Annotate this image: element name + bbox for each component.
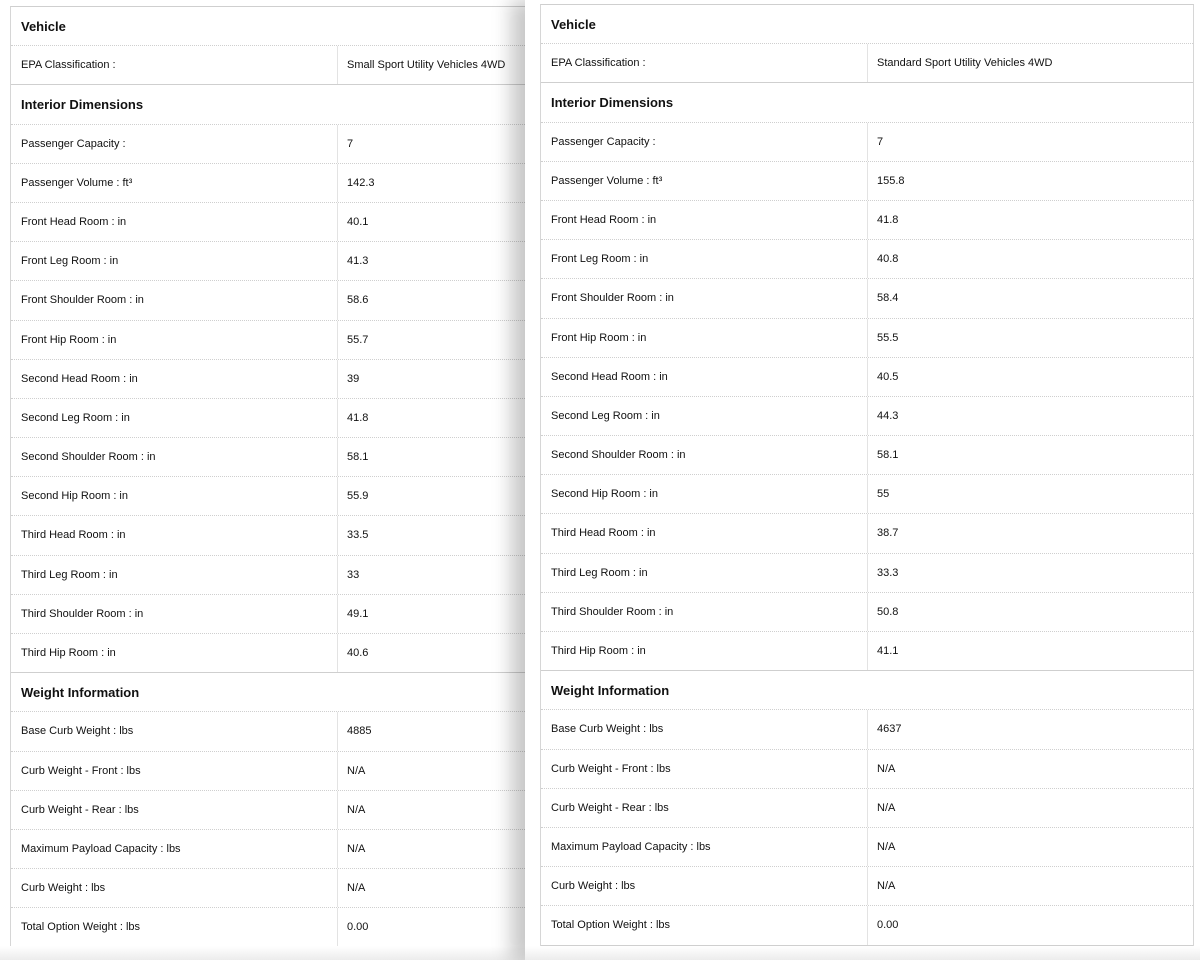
spec-label: EPA Classification : [551,57,646,70]
spec-value: 0.00 [347,921,369,934]
spec-row [541,906,1193,945]
spec-label: Curb Weight : lbs [551,880,636,893]
spec-row [11,321,525,360]
left-spec-table [10,6,525,948]
spec-label: Second Head Room : in [551,370,668,383]
spec-value: 155.8 [877,174,905,187]
left-spec-panel [0,0,525,960]
spec-row [11,242,525,281]
spec-row [11,556,525,595]
spec-label: Curb Weight - Rear : lbs [21,803,139,816]
right-spec-table [540,4,1194,946]
spec-row [11,399,525,438]
column-divider [867,162,868,200]
spec-label: Curb Weight - Front : lbs [21,764,141,777]
spec-value: Small Sport Utility Vehicles 4WD [347,59,506,72]
spec-row [541,436,1193,475]
spec-value: 33.3 [877,566,899,579]
spec-row [11,791,525,830]
column-divider [337,634,338,672]
section-header [541,671,1193,710]
spec-row [541,632,1193,671]
column-divider [337,869,338,907]
spec-label: Second Shoulder Room : in [551,449,686,462]
spec-value: 41.3 [347,255,369,268]
spec-label: Front Shoulder Room : in [21,294,144,307]
spec-value: 39 [347,372,360,385]
spec-value: 50.8 [877,605,899,618]
column-divider [867,279,868,317]
section-header [541,83,1193,122]
spec-label: Third Head Room : in [551,527,656,540]
spec-value: N/A [347,803,366,816]
spec-value: 40.5 [877,370,899,383]
spec-label: Third Shoulder Room : in [551,605,674,618]
spec-label: Maximum Payload Capacity : lbs [21,842,181,855]
spec-value: 58.1 [877,449,899,462]
column-divider [337,360,338,398]
column-divider [337,242,338,280]
spec-row [11,46,525,85]
column-divider [337,752,338,790]
section-header [11,85,525,124]
spec-row [11,595,525,634]
column-divider [867,593,868,631]
spec-value: 142.3 [347,176,375,189]
column-divider [867,201,868,239]
spec-label: Front Leg Room : in [551,253,649,266]
spec-value: 33.5 [347,529,369,542]
spec-label: Second Leg Room : in [551,409,660,422]
column-divider [337,281,338,319]
column-divider [867,632,868,670]
column-divider [337,125,338,163]
spec-row [541,240,1193,279]
section-title: Vehicle [21,19,66,34]
column-divider [867,44,868,82]
spec-value: N/A [347,842,366,855]
spec-value: 58.4 [877,292,899,305]
spec-label: Passenger Volume : ft³ [21,176,133,189]
section-title: Weight Information [551,683,670,699]
spec-value: 40.8 [877,253,899,266]
spec-row [541,514,1193,553]
column-divider [337,556,338,594]
column-divider [867,319,868,357]
spec-row [541,554,1193,593]
spec-label: EPA Classification : [21,59,116,72]
spec-row [11,438,525,477]
column-divider [337,399,338,437]
spec-value: 40.1 [347,215,369,228]
column-divider [867,514,868,552]
bottom-fade [525,946,1200,960]
spec-row [541,475,1193,514]
column-divider [867,789,868,827]
spec-label: Front Leg Room : in [21,255,119,268]
spec-row [11,830,525,869]
spec-row [11,908,525,947]
spec-row [11,164,525,203]
spec-value: 55.7 [347,333,369,346]
column-divider [337,791,338,829]
column-divider [867,358,868,396]
spec-label: Passenger Capacity : [21,137,126,150]
spec-value: 49.1 [347,607,369,620]
spec-label: Front Hip Room : in [21,333,117,346]
bottom-fade [0,946,525,960]
spec-row [541,750,1193,789]
spec-value: N/A [877,762,896,775]
spec-row [541,358,1193,397]
section-title: Vehicle [551,17,596,32]
spec-value: 55.9 [347,490,369,503]
column-divider [867,475,868,513]
column-divider [337,438,338,476]
section-title: Interior Dimensions [551,95,674,111]
spec-value: N/A [347,882,366,895]
spec-label: Third Leg Room : in [551,566,648,579]
spec-row [11,752,525,791]
column-divider [337,164,338,202]
column-divider [337,321,338,359]
spec-label: Second Head Room : in [21,372,138,385]
spec-row [541,397,1193,436]
spec-label: Third Leg Room : in [21,568,118,581]
spec-label: Maximum Payload Capacity : lbs [551,840,711,853]
spec-row [11,360,525,399]
column-divider [337,830,338,868]
column-divider [867,397,868,435]
spec-row [541,201,1193,240]
column-divider [337,477,338,515]
spec-value: N/A [347,764,366,777]
spec-label: Third Head Room : in [21,529,126,542]
spec-value: N/A [877,880,896,893]
spec-value: 55 [877,488,890,501]
column-divider [867,123,868,161]
spec-value: 58.6 [347,294,369,307]
spec-value: N/A [877,840,896,853]
spec-value: 4885 [347,725,372,738]
column-divider [337,595,338,633]
section-title: Weight Information [21,685,140,701]
spec-label: Third Hip Room : in [21,647,116,659]
spec-row [541,828,1193,867]
right-spec-panel [525,0,1200,960]
section-header [541,5,1193,44]
spec-label: Total Option Weight : lbs [21,921,141,934]
section-title: Interior Dimensions [21,97,144,113]
spec-label: Front Head Room : in [551,213,657,226]
spec-value: 41.8 [877,213,899,226]
spec-row [541,319,1193,358]
spec-label: Front Head Room : in [21,215,127,228]
spec-row [541,867,1193,906]
spec-row [541,123,1193,162]
spec-value: 4637 [877,723,902,736]
spec-value: 7 [347,137,354,150]
spec-label: Third Shoulder Room : in [21,607,144,620]
section-header [11,673,525,712]
spec-value: 41.8 [347,411,369,424]
spec-value: 33 [347,568,360,581]
spec-label: Passenger Capacity : [551,135,656,148]
spec-row [11,712,525,751]
spec-label: Second Shoulder Room : in [21,451,156,464]
spec-row [541,593,1193,632]
spec-value: 40.6 [347,647,369,659]
column-divider [867,710,868,748]
column-divider [337,46,338,84]
spec-label: Base Curb Weight : lbs [551,723,664,736]
spec-row [11,477,525,516]
spec-label: Curb Weight - Front : lbs [551,762,671,775]
column-divider [337,516,338,554]
spec-label: Curb Weight - Rear : lbs [551,801,669,814]
spec-label: Curb Weight : lbs [21,882,106,895]
spec-label: Second Hip Room : in [21,490,128,503]
column-divider [867,436,868,474]
column-divider [867,750,868,788]
spec-value: 41.1 [877,645,899,657]
column-divider [867,867,868,905]
spec-value: 38.7 [877,527,899,540]
column-divider [867,240,868,278]
column-divider [337,712,338,750]
spec-label: Second Leg Room : in [21,411,130,424]
section-header [11,7,525,46]
spec-value: 58.1 [347,451,369,464]
spec-label: Front Shoulder Room : in [551,292,674,305]
spec-label: Passenger Volume : ft³ [551,174,663,187]
column-divider [867,906,868,944]
spec-row [11,281,525,320]
spec-row [541,162,1193,201]
column-divider [337,203,338,241]
spec-row [11,634,525,673]
spec-label: Third Hip Room : in [551,645,646,657]
spec-row [11,203,525,242]
spec-row [541,710,1193,749]
spec-label: Total Option Weight : lbs [551,919,671,932]
spec-row [541,789,1193,828]
spec-label: Front Hip Room : in [551,331,647,344]
spec-value: 7 [877,135,884,148]
spec-value: 0.00 [877,919,899,932]
spec-label: Second Hip Room : in [551,488,658,501]
spec-value: Standard Sport Utility Vehicles 4WD [877,57,1053,70]
spec-value: N/A [877,801,896,814]
spec-row [541,279,1193,318]
spec-value: 55.5 [877,331,899,344]
spec-label: Base Curb Weight : lbs [21,725,134,738]
column-divider [337,908,338,946]
spec-row [11,516,525,555]
spec-row [11,869,525,908]
spec-row [11,125,525,164]
column-divider [867,828,868,866]
column-divider [867,554,868,592]
spec-value: 44.3 [877,409,899,422]
spec-row [541,44,1193,83]
